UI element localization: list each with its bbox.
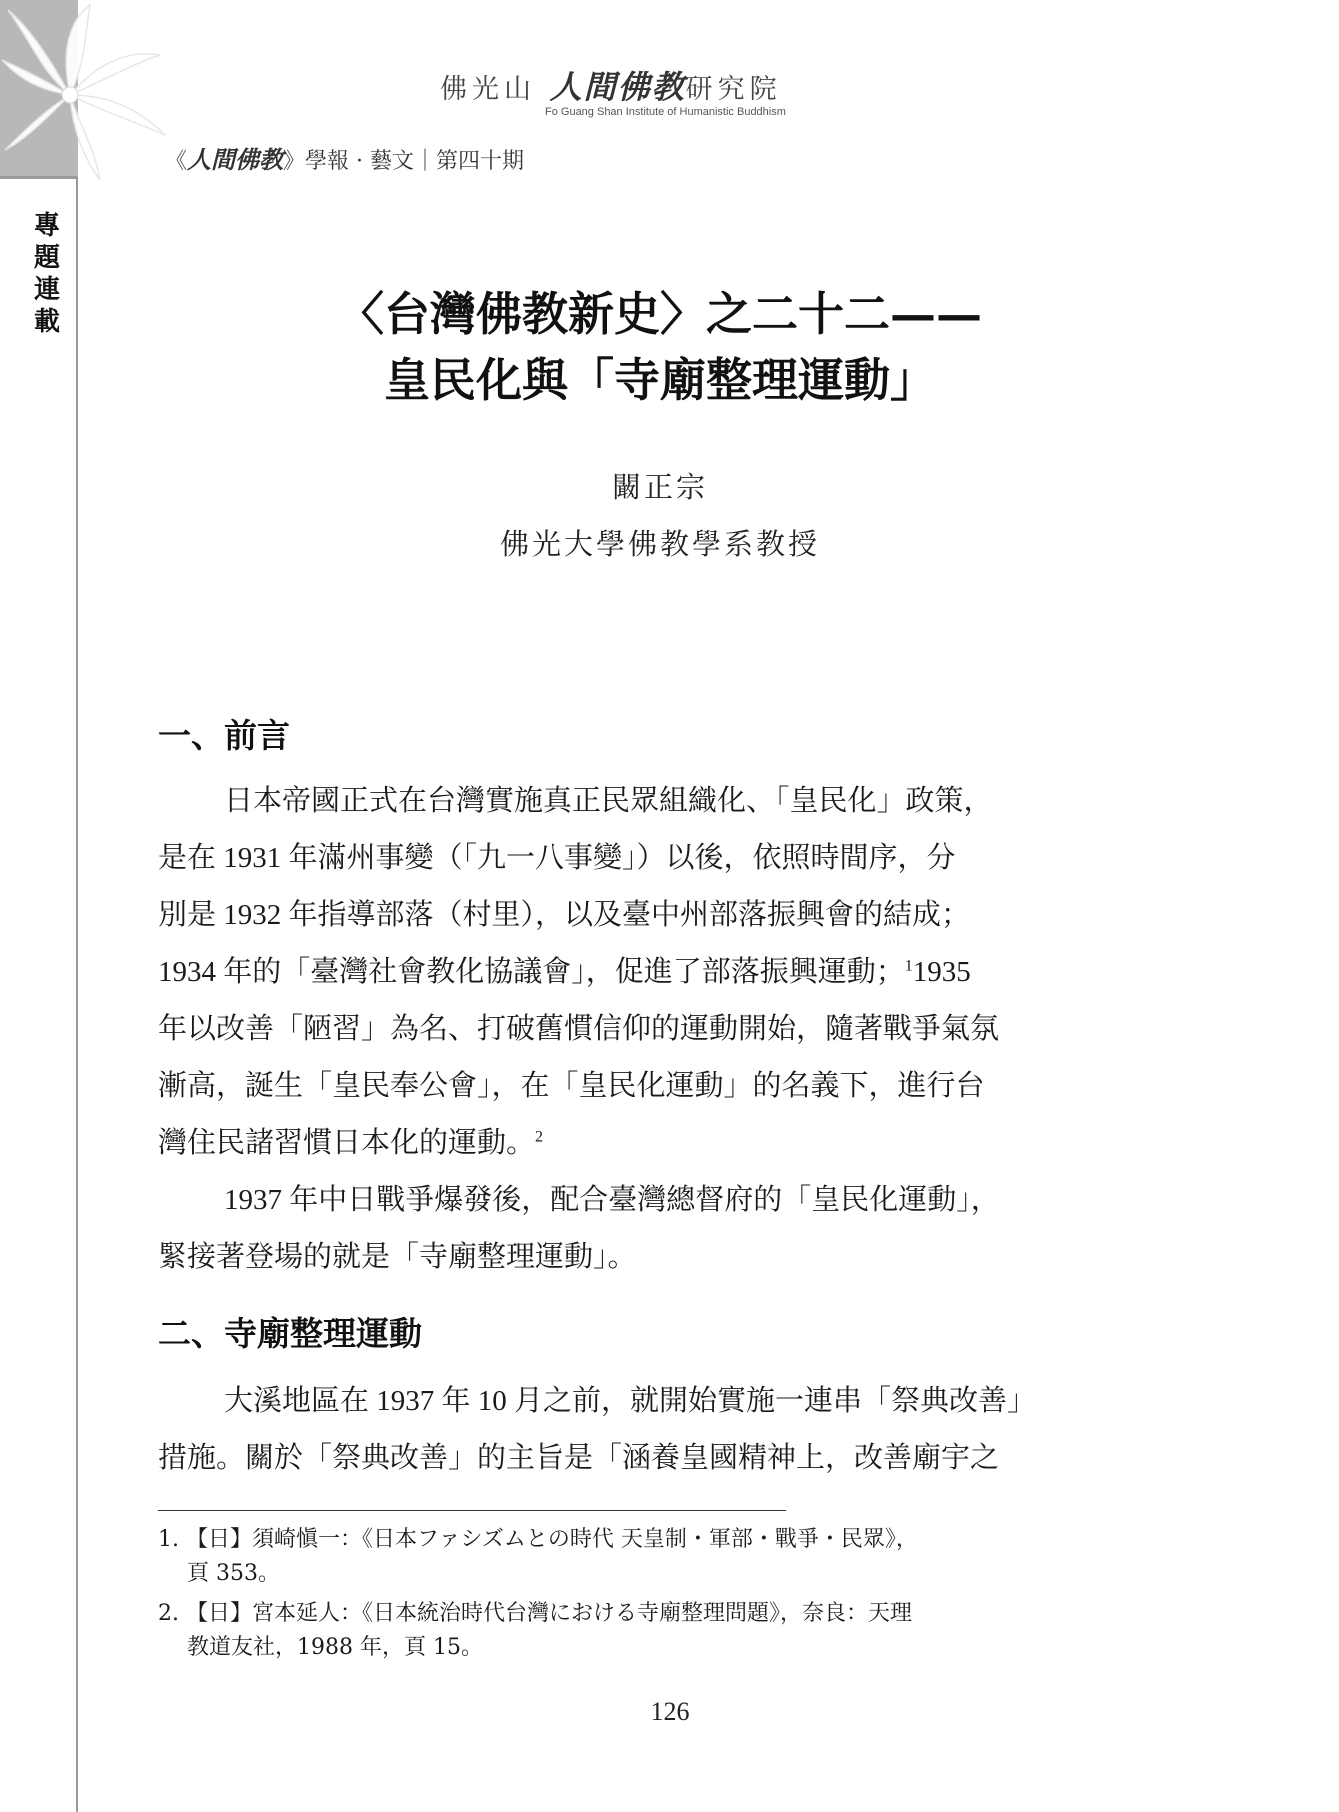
body-text-segment: 1935 [912,956,971,988]
body-text-line [158,1120,543,1161]
author-affiliation: 佛光大學佛教學系教授 [499,527,820,561]
body-text-segment: 1934 年的「臺灣社會教化協議會」，促進了部落振興運動； [158,956,905,988]
footnote-line: 1. 【日】須崎愼一：《日本ファシズムとの時代 天皇制・軍部・戰爭・民眾》， [158,1527,918,1552]
side-label-char: 專 [33,211,60,241]
body-text-line: 1937 年中日戰爭爆發後，配合臺灣總督府的「皇民化運動」， [224,1184,1000,1216]
body-text-line: 別是 1932 年指導部落（村里），以及臺中州部落振興會的結成； [158,899,971,931]
side-label-char: 載 [33,307,60,337]
page-number: 126 [650,1697,690,1726]
author-name: 闞正宗 [611,470,708,504]
institute-prefix: 佛光山 [440,74,536,105]
institute-header [440,62,940,122]
section-heading: 二、寺廟整理運動 [158,1314,422,1353]
body-text-line: 是在 1931 年滿州事變（「九一八事變」）以後，依照時間序，分 [158,842,956,874]
body-text-line: 漸高，誕生「皇民奉公會」，在「皇民化運動」的名義下，進行台 [158,1070,985,1102]
institute-suffix: 研究院 [685,74,782,105]
side-label-char: 題 [33,243,60,273]
footnote-ref: 2 [535,1128,544,1146]
corner-divider [0,176,78,179]
side-label-char: 連 [33,275,60,305]
institute-brand: 人間佛教 [549,68,686,106]
institute-english-name: Fo Guang Shan Institute of Humanistic Buddhism [545,106,786,118]
footnote-line: 教道友社，1988 年，頁 15。 [187,1635,483,1660]
footnote-line: 頁 353。 [187,1561,280,1586]
body-text-line: 措施。關於「祭典改善」的主旨是「涵養皇國精神上，改善廟宇之 [158,1442,1000,1474]
footnote-divider [158,1510,786,1511]
body-text-line: 大溪地區在 1937 年 10 月之前，就開始實施一連串「祭典改善」 [224,1385,1037,1417]
footnote-ref: 1 [904,957,913,975]
margin-rule [76,178,78,1812]
body-text-segment: 灣住民諸習慣日本化的運動。 [158,1127,536,1159]
footnote-line: 2. 【日】宮本延人：《日本統治時代台灣における寺廟整理問題》，奈良：天理 [158,1601,912,1626]
journal-running-head [165,140,524,175]
journal-issue: 》學報 · 藝文｜第四十期 [283,149,524,174]
body-text-line: 年以改善「陋習」為名、打破舊慣信仰的運動開始，隨著戰爭氣氛 [158,1013,1000,1045]
lotus-flower-icon [0,0,188,185]
article-title-line-2: 皇民化與「寺廟整理運動」 [384,353,936,407]
body-text-line: 緊接著登場的就是「寺廟整理運動」。 [158,1241,637,1273]
journal-brand: 人間佛教 [187,145,284,174]
journal-open-bracket: 《 [165,149,188,174]
body-text-line: 日本帝國正式在台灣實施真正民眾組織化、「皇民化」政策， [224,785,993,817]
section-heading: 一、前言 [158,716,290,755]
section-side-label [30,210,64,338]
institute-name [440,62,940,108]
article-title-line-1: 〈台灣佛教新史〉之二十二—— [338,287,982,341]
body-text-line [158,949,971,990]
